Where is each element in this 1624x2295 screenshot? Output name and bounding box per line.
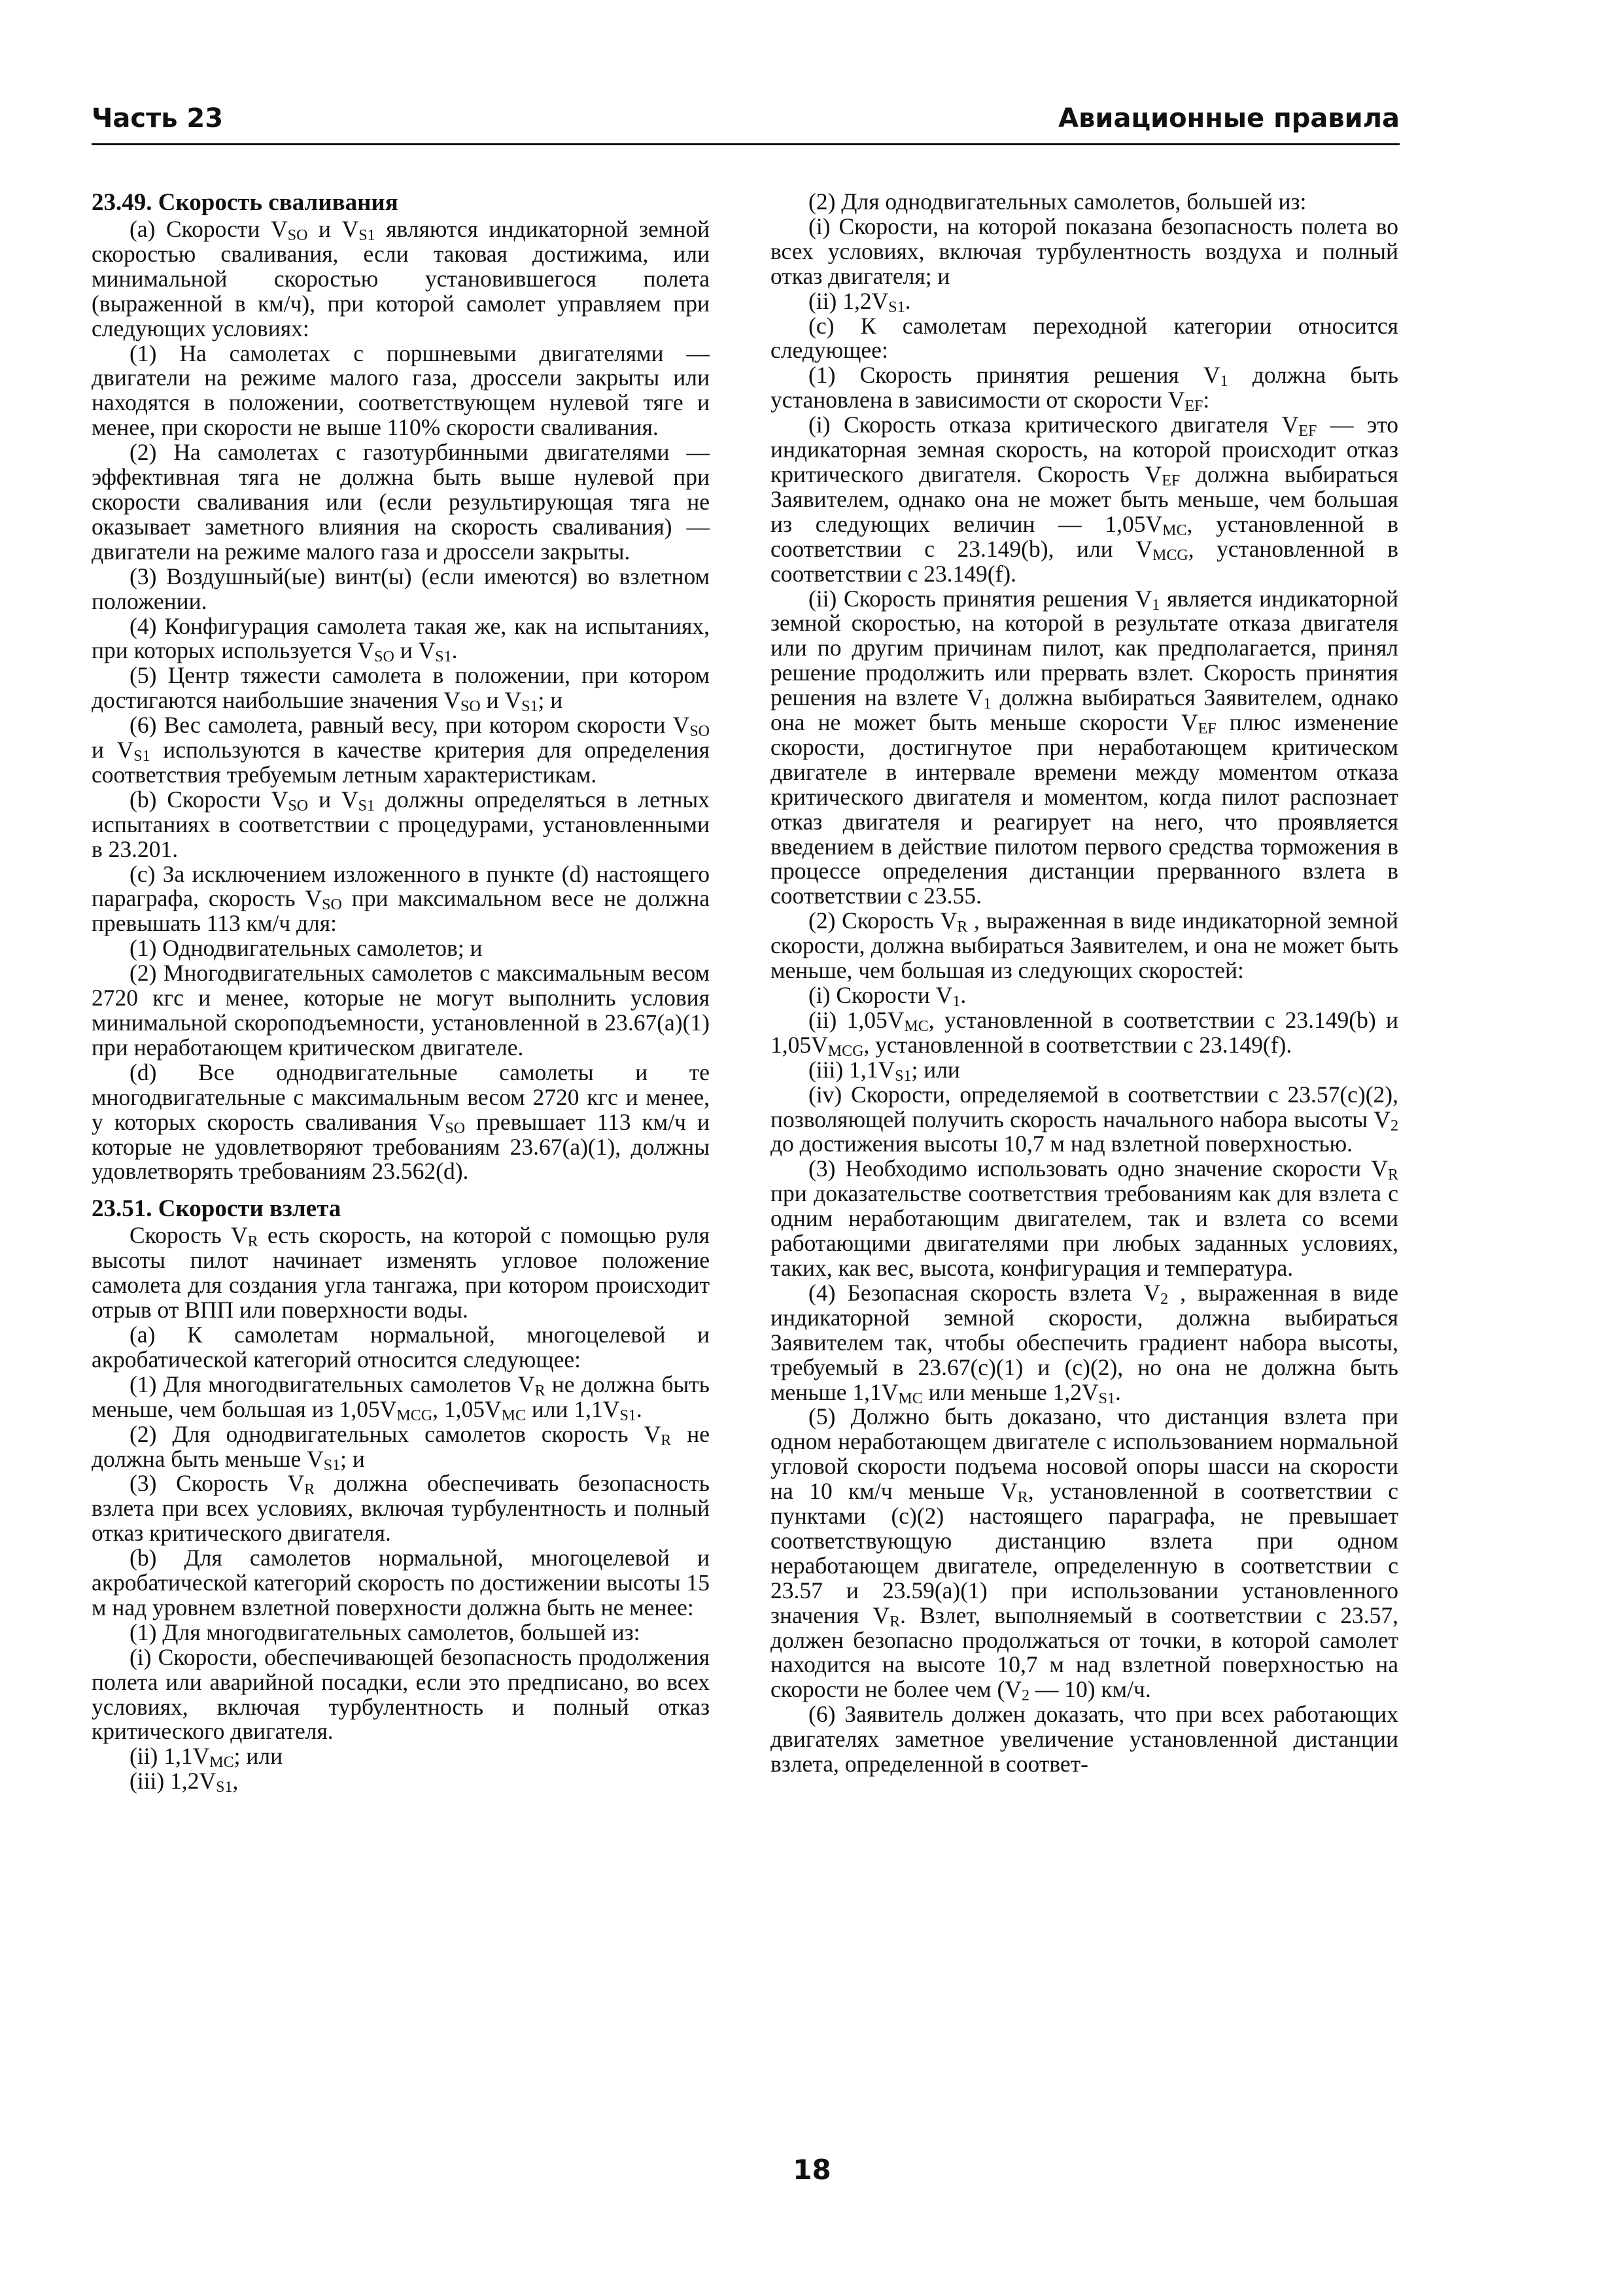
paragraph: (i) Скорость отказа критического двигателя $V_{EF}$ — это индикаторная земная скорость, на которой происходит отказ критического двигателя. Скорость $V_{EF}$ должна выбираться Заявителем, однако она не может быть меньше, чем большая из следующих величин — $1,05V_{MC}$, установленной в соответствии с 23.149(b), или $V_{MCG}$, установленной в соответствии с 23.149(f). [770,412,1399,587]
running-header [92,103,1400,137]
right-column [770,190,1398,1777]
paragraph: (6) Вес самолета, равный весу, при котором скорости $V_{SO}$ и $V_{S1}$ используются в качестве критерия для определения соответствия требуемым летным характеристикам. [92,712,710,788]
paragraph: (3) Скорость $V_R$ должна обеспечивать безопасность взлета при всех условиях, включая турбулентность и полный отказ критического двигателя. [92,1470,710,1547]
paragraph: (4) Безопасная скорость взлета $V_2$ , выраженная в виде индикаторной земной скорости, должна выбираться Заявителем так, чтобы обеспечить градиент набора высоты, требуемый в 23.67(c)(1) и (c)(2), но она не должна быть меньше $1,1V_{MC}$ или меньше $1,2V_{S1}$. [770,1279,1398,1407]
paragraph: (1) Для многодвигательных самолетов, большей из: [130,1619,640,1645]
paragraph: (с) За исключением изложенного в пункте (d) настоящего параграфа, скорость $V_{SO}$ при максимальном весе не должна превышать 113 км/ч для: [92,860,710,937]
paragraph: Скорость $V_R$ есть скорость, на которой с помощью руля высоты пилот начинает изменять угловое положение самолета для создания угла тангажа, при котором происходит отрыв от ВПП или поверхности воды. [92,1222,710,1323]
paragraph: (с) К самолетам переходной категории относится следующее: [770,312,1398,364]
paragraph: (1) Для многодвигательных самолетов $V_R$ не должна быть меньше, чем большая из $1,05V_{MCG}$, $1,05V_{MC}$ или $1,1V_{S1}$. [92,1371,710,1424]
paragraph: (i) Скорости, на которой показана безопасность полета во всех условиях, включая турбулентность воздуха и полный отказ двигателя; и [770,213,1398,289]
paragraph: (4) Конфигурация самолета такая же, как на испытаниях, при которых используется $V_{SO}$ и $V_{S1}$. [92,612,710,666]
paragraph: (ii) $1,1V_{MC}$; или [130,1743,283,1772]
paragraph: (3) Воздушный(ые) винт(ы) (если имеются) во взлетном положении. [92,563,710,614]
header-rule [92,143,1400,145]
paragraph: (а) К самолетам нормальной, многоцелевой и акробатической категорий относится следующее: [92,1321,710,1373]
paragraph: (b) Для самолетов нормальной, многоцелевой и акробатической категорий скорость по достижении высоты 15 м над уровнем взлетной поверхности должна быть не менее: [92,1545,710,1621]
paragraph: (iii) $1,1V_{S1}$; или [808,1056,960,1085]
left-column [92,190,710,1794]
paragraph: (5) Центр тяжести самолета в положении, при котором достигаются наибольшие значения $V_{SO}$ и $V_{S1}$; и [92,662,710,716]
paragraph: (1) Однодвигательных самолетов; и [130,935,483,962]
paragraph: (b) Скорости $V_{SO}$ и $V_{S1}$ должны определяться в летных испытаниях в соответствии с процедурами, установленными в 23.201. [92,786,710,862]
paragraph: (2) Многодвигательных самолетов с максимальным весом 2720 кгс и менее, которые не могут выполнить условия минимальной скороподъемности, установленной в 23.67(a)(1) при неработающем критическом двигателе. [92,960,710,1060]
header-part-label: Часть 23 [92,103,224,133]
paragraph: (1) Скорость принятия решения $V_1$ должна быть установлена в зависимости от скорости $V_{EF}$: [770,362,1398,415]
paragraph: (2) На самолетах с газотурбинными двигателями — эффективная тяга не должна быть выше нулевой при скорости сваливания или (если результирующая тяга не оказывает заметного влияния на скорость сваливания) — двигатели на режиме малого газа и дроссели закрыты. [92,439,710,565]
paragraph: (1) На самолетах с поршневыми двигателями — двигатели на режиме малого газа, дроссели закрыты или находятся в положении, соответствующем нулевой тяге и менее, при скорости не выше 110% скорости сваливания. [92,340,710,441]
header-title: Авиационные правила [1058,103,1400,133]
paragraph: (ii) $1,05V_{MC}$, установленной в соответствии с 23.149(b) и $1,05V_{MCG}$, установленной в соответствии с 23.149(f). [770,1006,1398,1060]
paragraph: (iv) Скорости, определяемой в соответствии с 23.57(c)(2), позволяющей получить скорость начального набора высоты $V_2$ до достижения высоты 10,7 м над взлетной поверхностью. [770,1081,1398,1157]
paragraph: (3) Необходимо использовать одно значение скорости $V_R$ при доказательстве соответствия требованиям как для взлета с одним неработающим двигателем, так и взлета со всеми работающими двигателями при любых заданных условиях, таких, как вес, высота, конфигурация и температура. [770,1155,1398,1281]
paragraph: (ii) $1,2V_{S1}$. [808,287,911,316]
paragraph: (iii) $1,2V_{S1}$, [130,1768,239,1796]
paragraph: (i) Скорости, обеспечивающей безопасность продолжения полета или аварийной посадки, если это предписано, во всех условиях, включая турбулентность и полный отказ критического двигателя. [92,1643,710,1745]
paragraph: (2) Скорость $V_R$ , выраженная в виде индикаторной земной скорости, должна выбираться Заявителем, и она не может быть меньше, чем большая из следующих скоростей: [770,907,1398,984]
paragraph: (i) Скорости $V_1$. [808,982,967,1010]
page-number: 18 [793,2154,831,2186]
paragraph: (а) Скорости $V_{SO}$ и $V_{S1}$ являются индикаторной земной скоростью сваливания, если таковая достижима, или минимальной скоростью установившегося полета (выраженной в км/ч), при которой самолет управляем при следующих условиях: [92,216,710,342]
paragraph: (d) Все однодвигательные самолеты и те многодвигательные с максимальным весом 2720 кгс и менее, у которых скорость сваливания $V_{SO}$ превышает 113 км/ч и которые не удовлетворяют требованиям 23.67(a)(1), должны удовлетворять требованиям 23.562(d). [92,1059,710,1185]
paragraph: (2) Для однодвигательных самолетов, большей из: [808,188,1307,215]
paragraph: (5) Должно быть доказано, что дистанция взлета при одном неработающем двигателе с использованием нормальной угловой скорости подъема носовой опоры шасси на скорости на 10 км/ч меньше $V_R$, установленной в соответствии с пунктами (c)(2) настоящего параграфа, не превышает соответствующую дистанцию взлета при одном неработающем двигателе, определенную в соответствии с 23.57 и 23.59(a)(1) при использовании установленного значения $V_R$. Взлет, выполняемый в соответствии с 23.57, должен безопасно продолжаться от точки, в которой самолет находится на высоте 10,7 м над взлетной поверхностью на скорости не более чем ($V_2$ — 10) км/ч. [770,1403,1399,1705]
paragraph: (2) Для однодвигательных самолетов скорость $V_R$ не должна быть меньше $V_{S1}$; и [92,1420,710,1474]
section-heading-23-51: 23.51. Скорости взлета [92,1195,341,1223]
paragraph: (ii) Скорость принятия решения $V_1$ является индикаторной земной скоростью, на которой в результате отказа двигателя или по другим причинам пилот, как предполагается, принял решение продолжить или прервать взлет. Скорость принятия решения на взлете $V_1$ должна выбираться Заявителем, однако она не может быть меньше скорости $V_{EF}$ плюс изменение скорости, достигнутое при неработающем критическом двигателе в интервале времени между моментом отказа критического двигателя и моментом, когда пилот распознает отказ двигателя и реагирует на него, что проявляется введением в действие пилотом первого средства торможения в процессе определения дистанции прерванного взлета в соответствии с 23.55. [770,585,1399,909]
paragraph: (6) Заявитель должен доказать, что при всех работающих двигателях заметное увеличение установленной дистанции взлета, определенной в соответ- [770,1701,1398,1778]
section-heading-23-49: 23.49. Скорость сваливания [92,189,398,216]
